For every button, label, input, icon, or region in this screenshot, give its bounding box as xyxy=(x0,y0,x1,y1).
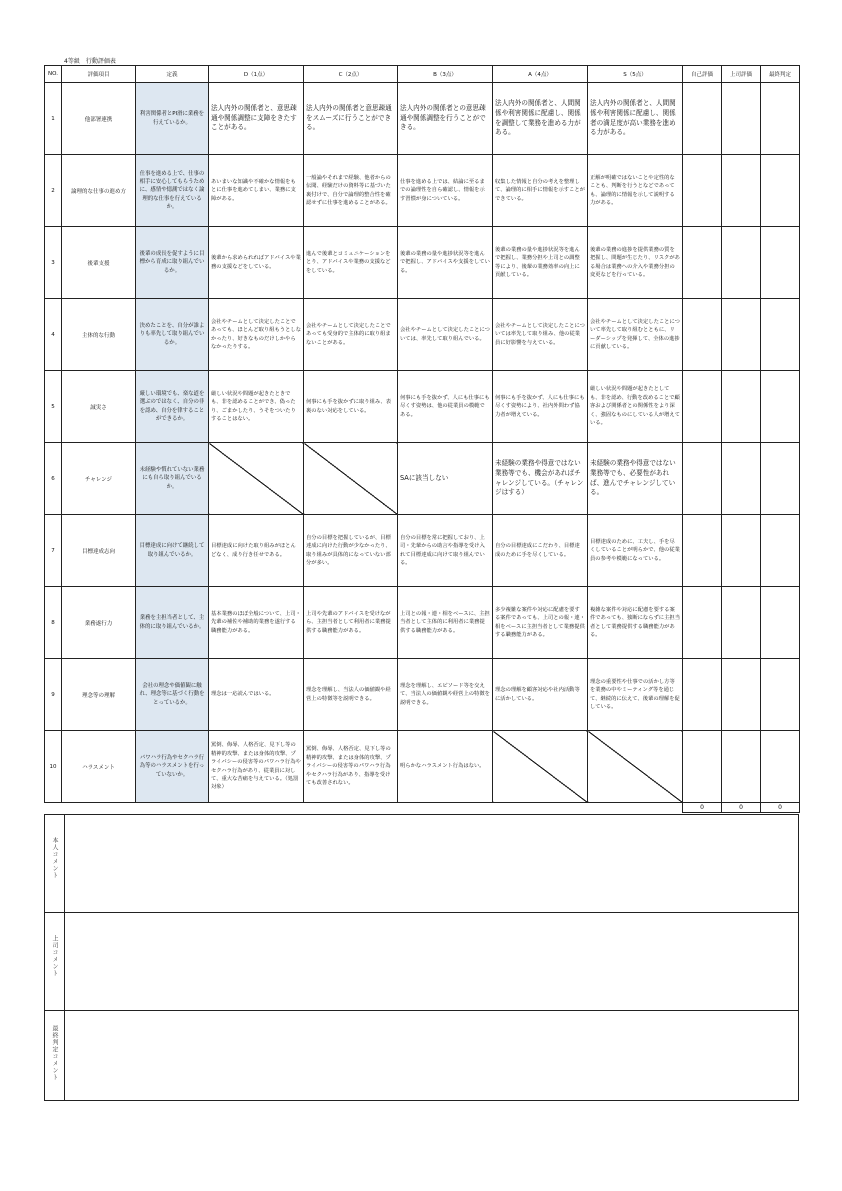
row-definition: 決めたことを、自分が誰よりも率先して取り組んでいるか。 xyxy=(136,299,209,371)
final-cell[interactable] xyxy=(761,731,800,803)
level-s: 未経験の業務や得意ではない業務等でも、必要性があれば、進んでチャレンジしている。 xyxy=(588,443,683,515)
self-eval-cell[interactable] xyxy=(683,443,722,515)
col-item: 評価項目 xyxy=(62,66,136,83)
level-s: 後輩の業務の進捗を提供業務の質を把握し、問題が生じたり、リスクがある場合は業務への介入や業務分担の変更などを行っている。 xyxy=(588,227,683,299)
final-cell[interactable] xyxy=(761,371,800,443)
row-definition: 業務を主担当者として、主体的に取り組んでいるか。 xyxy=(136,587,209,659)
table-row xyxy=(45,227,800,299)
level-c: 一般論やそれまで経験、他者からの伝聞、経験だけの資料等に基づいた裏付けで、自分で論理的整合性を確認せずに仕事を進めることがある。 xyxy=(304,155,398,227)
comment-label xyxy=(45,815,65,913)
level-b: 理念を理解し、エピソード等を交えて、当法人の価値観や経営上の特徴を説明できる。 xyxy=(398,659,493,731)
final-cell[interactable] xyxy=(761,443,800,515)
level-b: 何事にも手を抜かず、人にも仕事にも尽くす姿勢は、他の従業員の模範である。 xyxy=(398,371,493,443)
row-item: 後輩支援 xyxy=(62,227,136,299)
self-eval-cell[interactable] xyxy=(683,731,722,803)
boss-eval-cell[interactable] xyxy=(722,731,761,803)
level-b: 会社やチームとして決定したことについては、率先して取り組んでいる。 xyxy=(398,299,493,371)
col-final: 最終判定 xyxy=(761,66,800,83)
row-definition: 厳しい環境でも、楽な道を選ぶのではなく、自分の非を認め、自分を律することができるか。 xyxy=(136,371,209,443)
final-cell[interactable] xyxy=(761,659,800,731)
level-d: 法人内外の関係者と、意思疎通や関係調整に支障をきたすことがある。 xyxy=(209,83,304,155)
level-c: 何事にも手を抜かずに取り組み、表裏のない対応をしている。 xyxy=(304,371,398,443)
self-eval-cell[interactable] xyxy=(683,227,722,299)
level-c: 上司や先輩のアドバイスを受けながら、主担当者として利用者に業務提供する職務能力がある。 xyxy=(304,587,398,659)
level-d: 基本業務のほぼ全般について、上司・先輩の補佐や補助的業務を遂行する職務能力がある。 xyxy=(209,587,304,659)
level-a: 収集した情報と自分の考えを整理して、論理的に相手に情報を示すことができている。 xyxy=(493,155,588,227)
self-eval-cell[interactable] xyxy=(683,83,722,155)
table-row xyxy=(45,371,800,443)
level-s: 正解が明確ではないことや定性的なことも、判断を行うとなどであっても、論理的に情報を示して説明する力がある。 xyxy=(588,155,683,227)
level-a-not-applicable xyxy=(493,731,588,803)
col-s: S（5点） xyxy=(588,66,683,83)
level-s-not-applicable xyxy=(588,731,683,803)
level-c: 罵倒、侮辱、人格否定、見下し等の精神的攻撃、または身体的攻撃、プライバシーの侵害等のパワハラ行為やセクハラ行為があり、指導を受けても改善されない。 xyxy=(304,731,398,803)
col-b: B（3点） xyxy=(398,66,493,83)
level-a: 理念の理解を顧客対応や社内活動等に活かしている。 xyxy=(493,659,588,731)
row-item: ハラスメント xyxy=(62,731,136,803)
row-no: 2 xyxy=(45,155,62,227)
self-eval-total: 0 xyxy=(683,803,722,813)
level-s: 複雑な案件や対応に配慮を要する案件であっても、独断にならずに主担当者として業務提供する職務能力がある。 xyxy=(588,587,683,659)
level-a: 何事にも手を抜かず、人にも仕事にも尽くす姿勢により、社内外問わず協力者が増えている。 xyxy=(493,371,588,443)
col-no: NO. xyxy=(45,66,62,83)
row-definition: パワハラ行為やセクハラ行為等のハラスメントを行っていないか。 xyxy=(136,731,209,803)
boss-eval-total: 0 xyxy=(722,803,761,813)
boss-eval-cell[interactable] xyxy=(722,227,761,299)
level-a: 自分の目標達成にこだわり、目標達成のために手を尽くしている。 xyxy=(493,515,588,587)
level-b: 仕事を進める上では、結論に至るまでの論理性を自ら確認し、情報を示す習慣が身についている。 xyxy=(398,155,493,227)
level-d: 厳しい状況や問題が起きたときでも、非を認めることができ、偽ったり、ごまかしたり、うそをついたりすることはない。 xyxy=(209,371,304,443)
self-eval-cell[interactable] xyxy=(683,587,722,659)
table-row xyxy=(45,587,800,659)
boss-eval-cell[interactable] xyxy=(722,515,761,587)
level-b: 後輩の業務の量や進捗状況等を進んで把握し、アドバイスや支援をしている。 xyxy=(398,227,493,299)
row-no: 3 xyxy=(45,227,62,299)
row-item: チャレンジ xyxy=(62,443,136,515)
level-s: 法人内外の関係者と、人間関係や利害関係に配慮し、関係者の満足度が高い業務を進める力がある。 xyxy=(588,83,683,155)
row-no: 1 xyxy=(45,83,62,155)
final-cell[interactable] xyxy=(761,83,800,155)
boss-eval-cell[interactable] xyxy=(722,83,761,155)
level-a: 後輩の業務の量や進捗状況等を進んで把握し、業務分担や上司との調整等により、後輩の業務効率の向上に貢献している。 xyxy=(493,227,588,299)
self-eval-cell[interactable] xyxy=(683,371,722,443)
row-item: 主体的な行動 xyxy=(62,299,136,371)
row-item: 業務遂行力 xyxy=(62,587,136,659)
level-c-not-applicable xyxy=(304,443,398,515)
final-cell[interactable] xyxy=(761,515,800,587)
totals-spacer xyxy=(45,803,683,813)
boss-comment-field[interactable] xyxy=(65,913,799,1011)
table-row xyxy=(45,515,800,587)
level-s: 厳しい状況や問題が起きたとしても、非を認め、行動を改めることで顧客および関係者との関係性をより深く、強固なものにしている人が増えている。 xyxy=(588,371,683,443)
level-a: 会社やチームとして決定したことについては率先して取り組み、他の従業員に好影響を与えている。 xyxy=(493,299,588,371)
level-b: 明らかなハラスメント行為はない。 xyxy=(398,731,493,803)
self-eval-cell[interactable] xyxy=(683,299,722,371)
col-boss-eval: 上司評価 xyxy=(722,66,761,83)
level-b: 自分の目標を常に把握しており、上司・先輩からの助言や指導を受け入れて目標達成に向けて取り組んでいる。 xyxy=(398,515,493,587)
table-row xyxy=(45,299,800,371)
row-no: 5 xyxy=(45,371,62,443)
level-s: 会社やチームとして決定したことについて率先して取り組むとともに、リーダーシップを発揮して、全体の進捗に貢献している。 xyxy=(588,299,683,371)
row-definition: 会社の理念や価値観に触れ、理念等に基づく行動をとっているか。 xyxy=(136,659,209,731)
level-c: 進んで後輩とコミュニケーションをとり、アドバイスや業務の支援などをしている。 xyxy=(304,227,398,299)
row-definition: 未経験や慣れていない業務にも自ら取り組んでいるか。 xyxy=(136,443,209,515)
col-self-eval: 自己評価 xyxy=(683,66,722,83)
level-s: 理念の重要性や仕事での活かし方等を業務の中やミーティング等を通じて、継続的に伝えて、後輩の理解を促している。 xyxy=(588,659,683,731)
level-d: 会社やチームとして決定したことであっても、ほとんど取り組もうとしなかったり、好きなものだけしかやらなかったりする。 xyxy=(209,299,304,371)
header-row xyxy=(45,66,800,83)
row-item: 目標達成志向 xyxy=(62,515,136,587)
final-cell[interactable] xyxy=(761,587,800,659)
level-d: 後輩から求められればアドバイスや業務の支援などをしている。 xyxy=(209,227,304,299)
row-no: 9 xyxy=(45,659,62,731)
boss-eval-cell[interactable] xyxy=(722,299,761,371)
level-c: 会社やチームとして決定したことであっても受身的で主体的に取り組まないことがある。 xyxy=(304,299,398,371)
final-total: 0 xyxy=(761,803,800,813)
level-s: 目標達成のために、工夫し、手を尽くしていることが明らかで、他の従業員の参考や模範になっている。 xyxy=(588,515,683,587)
level-a: 法人内外の関係者と、人間関係や利害関係に配慮し、関係を調整して業務を進める力がある。 xyxy=(493,83,588,155)
table-row xyxy=(45,155,800,227)
self-comment-field[interactable] xyxy=(65,815,799,913)
table-row xyxy=(45,731,800,803)
level-a: 未経験の業務や得意ではない業務等でも、機会があればチャレンジしている。（チャレンジはする） xyxy=(493,443,588,515)
col-d: D（1点） xyxy=(209,66,304,83)
level-d-not-applicable xyxy=(209,443,304,515)
boss-comment-label: 上司コメント xyxy=(51,935,58,977)
boss-eval-cell[interactable] xyxy=(722,587,761,659)
final-comment-label: 最終判定コメント xyxy=(51,1025,58,1081)
evaluation-table xyxy=(44,65,800,813)
sheet-title: 4等級 行動評価表 xyxy=(64,58,116,65)
comment-row xyxy=(45,815,799,913)
self-eval-cell[interactable] xyxy=(683,515,722,587)
col-a: A（4点） xyxy=(493,66,588,83)
row-definition: 利害関係者とPI滑に業務を行えているか。 xyxy=(136,83,209,155)
row-definition: 目標達成に向けて継続して取り組んでいるか。 xyxy=(136,515,209,587)
level-b: SAに該当しない xyxy=(398,443,493,515)
row-no: 8 xyxy=(45,587,62,659)
row-no: 7 xyxy=(45,515,62,587)
self-eval-cell[interactable] xyxy=(683,155,722,227)
boss-eval-cell[interactable] xyxy=(722,155,761,227)
level-d: 目標達成に向けた取り組みがほとんどなく、成り行き任せである。 xyxy=(209,515,304,587)
final-comment-field[interactable] xyxy=(65,1011,799,1101)
row-item: 理念等の理解 xyxy=(62,659,136,731)
level-b: 法人内外の関係者との意思疎通や関係調整を行うことができる。 xyxy=(398,83,493,155)
level-d: あいまいな知識や不確かな情報をもとに仕事を進めてしまい、業務に支障がある。 xyxy=(209,155,304,227)
totals-row xyxy=(45,803,800,813)
comment-label xyxy=(45,1011,65,1101)
row-no: 6 xyxy=(45,443,62,515)
level-c: 法人内外の関係者と意思疎通をスムーズに行うことができる。 xyxy=(304,83,398,155)
self-comment-label: 本人コメント xyxy=(51,837,58,879)
final-cell[interactable] xyxy=(761,227,800,299)
final-cell[interactable] xyxy=(761,155,800,227)
comment-label xyxy=(45,913,65,1011)
level-d: 罵倒、侮辱、人格否定、見下し等の精神的攻撃、または身体的攻撃、プライバシーの侵害等のパワハラ行為やセクハラ行為があり、従業員に対して、重大な苦痛を与えている。（処罰対象） xyxy=(209,731,304,803)
row-item: 誠実さ xyxy=(62,371,136,443)
level-d: 理念は一応読んではいる。 xyxy=(209,659,304,731)
table-row xyxy=(45,443,800,515)
level-c: 自分の目標を把握しているが、目標達成に向けた行動が少なかったり、取り組みが具体的になっていない部分が多い。 xyxy=(304,515,398,587)
boss-eval-cell[interactable] xyxy=(722,659,761,731)
comment-row xyxy=(45,1011,799,1101)
level-b: 上司との報・連・相をベースに、主担当者として主体的に利用者に業務提供する職務能力がある。 xyxy=(398,587,493,659)
table-row xyxy=(45,659,800,731)
boss-eval-cell[interactable] xyxy=(722,443,761,515)
comment-row xyxy=(45,913,799,1011)
comments-table xyxy=(44,814,799,1101)
self-eval-cell[interactable] xyxy=(683,659,722,731)
row-definition: 後輩の成長を促すように目標から育成に取り組んでいるか。 xyxy=(136,227,209,299)
row-no: 4 xyxy=(45,299,62,371)
row-item: 他部署連携 xyxy=(62,83,136,155)
row-item: 論理的な仕事の進め方 xyxy=(62,155,136,227)
col-definition: 定義 xyxy=(136,66,209,83)
boss-eval-cell[interactable] xyxy=(722,371,761,443)
table-row xyxy=(45,83,800,155)
level-c: 理念を理解し、当法人の価値観や経営上の特徴等を説明できる。 xyxy=(304,659,398,731)
level-a: 多少複雑な案件や対応に配慮を要する案件であっても、上司との報・連・相をベースに主担当者として業務提供する職務能力がある。 xyxy=(493,587,588,659)
col-c: C（2点） xyxy=(304,66,398,83)
row-definition: 仕事を進める上で、仕事の相手に安心してもらうために、感情や憶測ではなく論理的な仕事を行えているか。 xyxy=(136,155,209,227)
row-no: 10 xyxy=(45,731,62,803)
final-cell[interactable] xyxy=(761,299,800,371)
